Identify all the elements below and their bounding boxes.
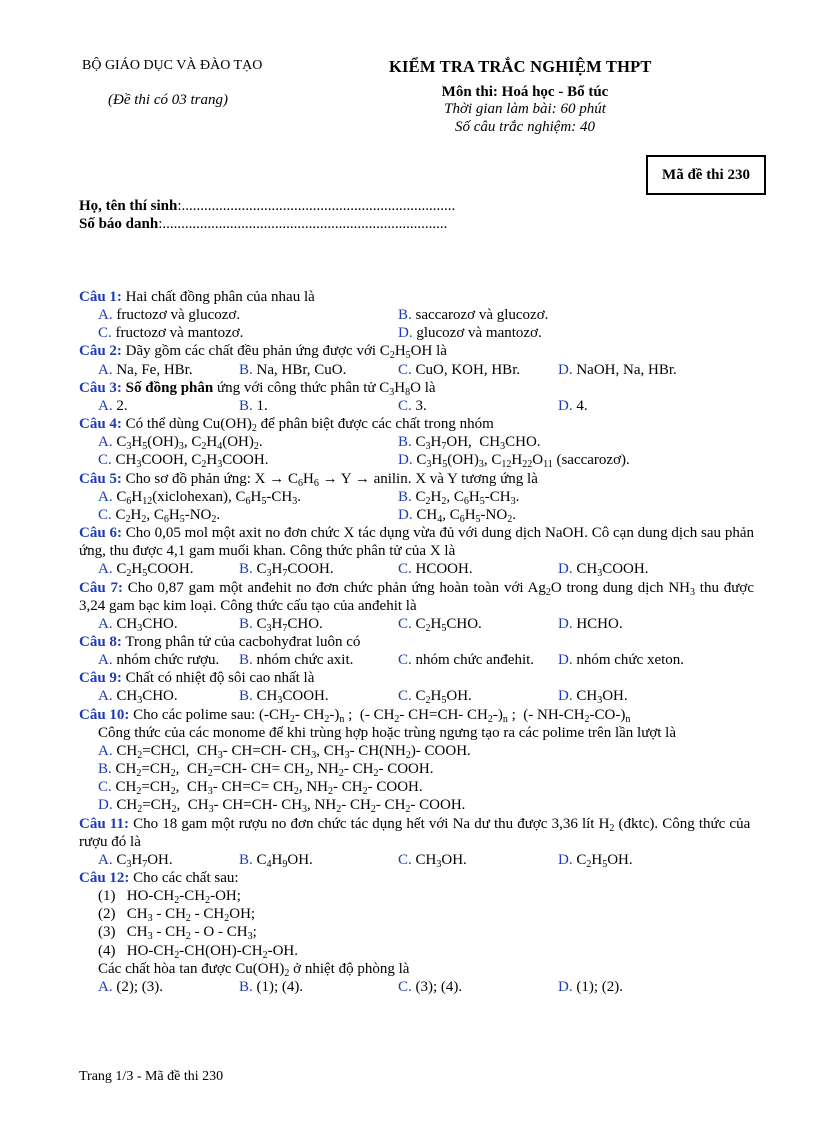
- question-10: Câu 10: Cho các polime sau: ($-CH_2-$ $CH_2-)_n$ ; (- $CH_2-$ CH=CH- $CH_2-)_n$ ; (- $NH-CH_2-CO-)_n$: [79, 706, 631, 725]
- exam-time: Thời gian làm bài: 60 phút: [444, 101, 606, 117]
- option-b[interactable]: B. Na, HBr, CuO.: [239, 361, 347, 378]
- question-12: Câu 12: Cho các chất sau:: [79, 870, 239, 886]
- question-1-options: [79, 306, 754, 324]
- option-b[interactable]: B. $C_2H_2$, $C_6H_5-CH_3$.: [398, 488, 520, 507]
- option-a[interactable]: A. $CH_2=CHCl$, $CH_3-$ CH=CH- $CH_3$, $CH_3-$ $CH(NH_2)-$ COOH.: [98, 742, 471, 761]
- option-c[interactable]: C. $CH_3COOH$, $C_2H_3COOH$.: [98, 452, 269, 471]
- option-d[interactable]: D. nhóm chức xeton.: [558, 652, 685, 669]
- option-a[interactable]: A. $C_3H_7OH$.: [98, 851, 173, 870]
- option-b[interactable]: B. $CH_2=CH_2$, $CH_2=CH-$ $CH= CH_2$, $NH_2-$ $CH_2-$ COOH.: [98, 761, 434, 780]
- question-11: Câu 11: Cho 18 gam một rượu no đơn chức tác dụng hết với Na dư thu được 3,36 lít $H_2$ (đktc). Công thức của rượu đó là: [79, 815, 754, 850]
- list-item: (2) $CH_3 - CH_2 - CH_2OH$;: [98, 906, 256, 925]
- candidate-id-field[interactable]: Số báo danh:............................................................................: [79, 216, 448, 232]
- pages-note: (Đề thi có 03 trang): [108, 92, 228, 108]
- option-b[interactable]: B. (1); (4).: [239, 978, 304, 995]
- question-2: Câu 2: Dãy gồm các chất đều phản ứng được với $C_2H_5OH$ là: [79, 343, 447, 362]
- option-d[interactable]: D. $CH_3OH$.: [558, 688, 628, 707]
- page-footer: Trang 1/3 - Mã đề thi 230: [79, 1069, 224, 1084]
- question-1: Câu 1: Hai chất đồng phân của nhau là: [79, 289, 315, 305]
- option-c[interactable]: C. nhóm chức anđehit.: [398, 652, 535, 669]
- option-d[interactable]: D. glucozơ và mantozơ.: [398, 325, 542, 342]
- question-7: Câu 7: Cho 0,87 gam một anđehit no đơn chức phản ứng hoàn toàn với $Ag_2O$ trong dung dịch $NH_3$ thu được 3,24 gam bạc kim loại. Công thức cấu tạo của anđehit là: [79, 579, 754, 614]
- option-c[interactable]: C. (3); (4).: [398, 978, 463, 995]
- option-b[interactable]: B. $C_4H_9OH$.: [239, 851, 313, 870]
- option-c[interactable]: C. 3.: [398, 397, 427, 414]
- option-c[interactable]: C. $C_2H_2$, $C_6H_5-NO_2$.: [98, 506, 221, 525]
- option-d[interactable]: D. $C_3H_5(OH)_3$, $C_{12}H_{22}O_{11}$ (saccarozơ).: [398, 452, 630, 471]
- question-8: Câu 8: Trong phân tử của cacbohyđrat luôn có: [79, 633, 361, 650]
- option-b[interactable]: B. 1.: [239, 397, 268, 414]
- option-a[interactable]: A. $CH_3CHO$.: [98, 615, 178, 634]
- option-a[interactable]: A. Na, Fe, HBr.: [98, 361, 193, 378]
- option-c[interactable]: C. $C_2H_5CHO$.: [398, 615, 482, 634]
- option-d[interactable]: D. (1); (2).: [558, 978, 623, 995]
- option-c[interactable]: C. $CH_2=CH_2$, $CH_3-$ $CH=C= CH_2$, $NH_2-$ $CH_2-$ COOH.: [98, 779, 423, 798]
- option-a[interactable]: A. $CH_3CHO$.: [98, 688, 178, 707]
- option-d[interactable]: D. $CH_2=CH_2$, $CH_3-$ CH=CH- $CH_3$, $NH_2-$ $CH_2-$ $CH_2-$ COOH.: [98, 797, 466, 816]
- question-3-options: [79, 397, 754, 415]
- option-d[interactable]: D. $C_2H_5OH$.: [558, 851, 633, 870]
- candidate-name-field[interactable]: Họ, tên thí sinh:.........................................................................: [79, 198, 456, 214]
- exam-subject: Môn thi: Hoá học - Bổ túc: [441, 84, 609, 100]
- option-a[interactable]: A. $C_2H_5COOH$.: [98, 561, 194, 580]
- option-b[interactable]: B. $C_3H_7OH$, $CH_3CHO$.: [398, 434, 541, 453]
- option-a[interactable]: A. 2.: [98, 397, 128, 414]
- option-a[interactable]: A. $C_6H_{12}(xiclohexan)$, $C_6H_5-CH_3$.: [98, 488, 301, 507]
- option-c[interactable]: C. $C_2H_5OH$.: [398, 688, 472, 707]
- option-c[interactable]: C. $CH_3OH$.: [398, 851, 467, 870]
- option-a[interactable]: A. nhóm chức rượu.: [98, 652, 220, 669]
- option-d[interactable]: D. NaOH, Na, HBr.: [558, 361, 677, 378]
- list-item: (3) $CH_3 - CH_2$ - O - $CH_3$;: [98, 924, 257, 943]
- question-2-options: [79, 361, 754, 379]
- option-c[interactable]: C. HCOOH.: [398, 561, 473, 578]
- ministry-name: BỘ GIÁO DỤC VÀ ĐÀO TẠO: [82, 58, 263, 73]
- option-a[interactable]: A. $C_3H_5(OH)_3$, $C_2H_4(OH)_2$.: [98, 434, 263, 453]
- option-b[interactable]: B. saccarozơ và glucozơ.: [398, 307, 549, 324]
- question-5: Câu 5: Cho sơ đồ phản ứng: $X \to C_6H_6 \to Y$ → anilin. X và Y tương ứng là: [79, 470, 538, 489]
- option-b[interactable]: B. $C_3H_7COOH$.: [239, 561, 334, 580]
- option-c[interactable]: C. fructozơ và mantozơ.: [98, 325, 244, 342]
- option-d[interactable]: D. $CH_3COOH$.: [558, 561, 649, 580]
- question-4: Câu 4: Có thể dùng $Cu(OH)_2$ để phân biệt được các chất trong nhóm: [79, 416, 494, 435]
- question-3: Câu 3: Số đồng phân ứng với công thức phân tử $C_3H_8O$ là: [79, 379, 436, 398]
- option-d[interactable]: D. HCHO.: [558, 615, 623, 632]
- option-b[interactable]: B. $CH_3COOH$.: [239, 688, 329, 707]
- option-c[interactable]: C. CuO, KOH, HBr.: [398, 361, 521, 378]
- option-d[interactable]: D. 4.: [558, 397, 588, 414]
- question-9: Câu 9: Chất có nhiệt độ sôi cao nhất là: [79, 670, 315, 687]
- exam-code-box: Mã đề thi 230: [646, 155, 766, 195]
- question-12-stem: Các chất hòa tan được $Cu(OH)_2$ ở nhiệt độ phòng là: [98, 960, 410, 979]
- option-d[interactable]: D. $CH_4$, $C_6H_5-NO_2$.: [398, 506, 516, 525]
- list-item: (4) $HO-CH_2-CH(OH)-CH_2-OH$.: [98, 942, 298, 961]
- question-10-stem: Công thức của các monome để khi trùng hợp hoặc trùng ngưng tạo ra các polime trên lần lượt là: [98, 724, 676, 741]
- list-item: (1) $HO-CH_2-CH_2-OH$;: [98, 888, 241, 907]
- question-6: Câu 6: Cho 0,05 mol một axit no đơn chức X tác dụng vừa đủ với dung dịch NaOH. Cô cạn dung dịch sau phản ứng, thu được 4,1 gam muối khan. Công thức phân tử của X là: [79, 525, 755, 560]
- option-b[interactable]: B. nhóm chức axit.: [239, 652, 354, 669]
- question-list: [79, 288, 754, 996]
- option-b[interactable]: B. $C_3H_7CHO$.: [239, 615, 323, 634]
- option-a[interactable]: A. (2); (3).: [98, 978, 163, 995]
- option-a[interactable]: A. fructozơ và glucozơ.: [98, 307, 241, 324]
- exam-title: KIỂM TRA TRẮC NGHIỆM THPT: [389, 57, 652, 76]
- exam-question-count: Số câu trắc nghiệm: 40: [455, 119, 595, 135]
